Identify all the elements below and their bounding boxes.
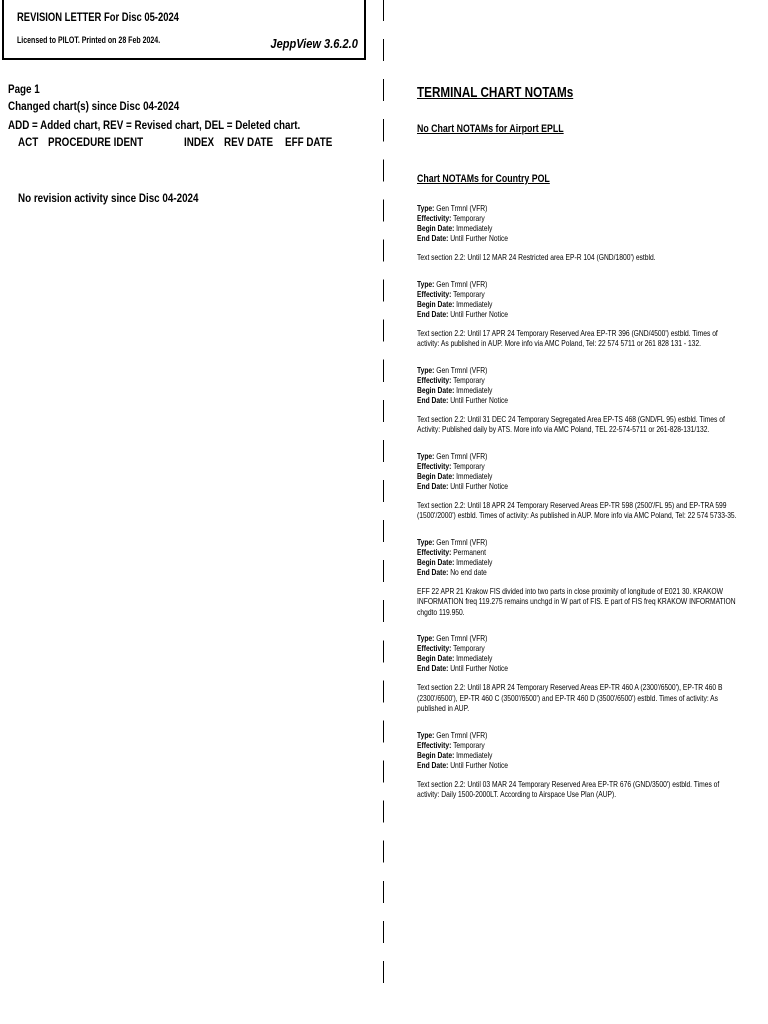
page-number: Page 1 — [8, 82, 40, 96]
notam-begin-value: Immediately — [456, 557, 493, 567]
notam-type-row — [417, 634, 737, 644]
notam-begin-label: Begin Date: — [417, 385, 455, 395]
notam-type-row — [417, 731, 737, 741]
notam-type-value: Gen Trmnl (VFR) — [436, 204, 488, 213]
notam-effectivity-label: Effectivity: — [417, 375, 452, 385]
notam-begin-label: Begin Date: — [417, 654, 455, 663]
notam-end-label: End Date: — [417, 234, 449, 243]
notam-effectivity-value: Temporary — [453, 644, 485, 653]
notam-type-value: Gen Trmnl (VFR) — [436, 634, 488, 643]
notam-text: Text section 2.2: Until 17 APR 24 Temporary Reserved Area EP-TR 396 (GND/4500') estbld. Times of activity: As published in AUP. More info via AMC Poland, Tel: 22 574 5711 or 261 828 131 - 132. — [417, 328, 718, 348]
notam-type-row — [417, 280, 737, 290]
notam-end-row — [417, 761, 737, 771]
notam-effectivity-value: Temporary — [453, 289, 485, 299]
notam-begin-label: Begin Date: — [417, 750, 455, 760]
column-divider — [383, 0, 384, 1000]
notam-end-value: Until Further Notice — [450, 309, 509, 319]
notam-type-row — [417, 452, 737, 462]
notam-end-label: End Date: — [417, 395, 449, 405]
col-index: INDEX — [184, 135, 215, 149]
notam-begin-value: Immediately — [456, 224, 493, 233]
col-rev-date: REV DATE — [224, 135, 274, 149]
notam-effectivity-value: Temporary — [453, 461, 485, 471]
notam-end-value: Until Further Notice — [450, 760, 509, 770]
notam-effectivity-label: Effectivity: — [417, 740, 452, 750]
notam-begin-value: Immediately — [456, 471, 493, 481]
notam-type-label: Type: — [417, 451, 435, 461]
notam-end-label: End Date: — [417, 664, 449, 673]
notam-effectivity-row — [417, 741, 737, 751]
airport-notams-heading: No Chart NOTAMs for Airport EPLL — [417, 123, 564, 135]
country-notams-heading: Chart NOTAMs for Country POL — [417, 173, 550, 185]
notam-text: Text section 2.2: Until 18 APR 24 Temporary Reserved Areas EP-TR 460 A (2300'/6500'), EP-TR 460 B (2300'/6500'), EP-TR 460 C (3500'/6500') and EP-TR 460 D (3500'/6500') estbld. Times of activity: As published in AUP. — [417, 683, 723, 713]
notam-begin-value: Immediately — [456, 385, 493, 395]
notam-effectivity-row — [417, 548, 737, 558]
notam-text: Text section 2.2: Until 31 DEC 24 Temporary Segregated Area EP-TS 468 (GND/FL 95) estbld. Times of Activity: Published daily by ATS. More info via AMC Poland, TEL 22-574-5711 or 261-828-131/132. — [417, 414, 725, 434]
notam-begin-label: Begin Date: — [417, 299, 455, 309]
notam-end-label: End Date: — [417, 309, 449, 319]
notam-begin-label: Begin Date: — [417, 224, 455, 233]
header-title: REVISION LETTER For Disc 05-2024 — [17, 12, 179, 24]
notam-effectivity-label: Effectivity: — [417, 644, 452, 653]
notam-list — [417, 204, 737, 817]
notam-text: EFF 22 APR 21 Krakow FIS divided into two parts in close proximity of longitude of E021 30. KRAKOW INFORMATION freq 119.275 remains unchgd in W part of FIS. E part of FIS freq KRAKOW INFORMATION chgdto 119.950. — [417, 586, 736, 617]
col-eff-date: EFF DATE — [285, 135, 333, 149]
notam-effectivity-row — [417, 376, 737, 386]
notam-begin-row — [417, 224, 737, 234]
notam-end-value: Until Further Notice — [450, 395, 509, 405]
notam-end-row — [417, 664, 737, 674]
changed-charts-heading: Changed chart(s) since Disc 04-2024 — [8, 99, 180, 113]
license-line: Licensed to PILOT. Printed on 28 Feb 2024. — [17, 35, 161, 45]
notam-item — [417, 452, 737, 522]
notam-type-label: Type: — [417, 365, 435, 375]
revision-letter-header — [2, 0, 366, 60]
notam-type-value: Gen Trmnl (VFR) — [436, 279, 488, 289]
notam-effectivity-value: Temporary — [453, 375, 485, 385]
notam-type-label: Type: — [417, 634, 435, 643]
notam-begin-value: Immediately — [456, 750, 493, 760]
notam-end-label: End Date: — [417, 567, 449, 577]
app-version: JeppView 3.6.2.0 — [270, 36, 358, 51]
notam-text: Text section 2.2: Until 18 APR 24 Temporary Reserved Areas EP-TR 598 (2500'/FL 95) and EP-TRA 599 (1500'/2000') estbld. Times of activity: As published in AUP. More info via AMC Poland, Tel: 22 574 5733-35. — [417, 500, 737, 520]
notam-end-value: Until Further Notice — [450, 664, 509, 673]
notam-begin-row — [417, 386, 737, 396]
notam-end-row — [417, 482, 737, 492]
notam-end-value: Until Further Notice — [450, 481, 509, 491]
notam-effectivity-value: Temporary — [453, 740, 485, 750]
notam-begin-row — [417, 751, 737, 761]
notam-text: Text section 2.2: Until 03 MAR 24 Temporary Reserved Area EP-TR 676 (GND/3500') estbld. Times of activity: Daily 1500-2000LT. According to Airspace Use Plan (AUP). — [417, 779, 720, 799]
notam-item — [417, 280, 737, 350]
notam-type-label: Type: — [417, 204, 435, 213]
notam-begin-value: Immediately — [456, 299, 493, 309]
notam-effectivity-row — [417, 462, 737, 472]
notam-end-row — [417, 234, 737, 244]
notam-effectivity-row — [417, 214, 737, 224]
notam-begin-value: Immediately — [456, 654, 493, 663]
notam-end-value: Until Further Notice — [450, 234, 509, 243]
notam-type-row — [417, 538, 737, 548]
notam-item — [417, 731, 737, 801]
notam-type-label: Type: — [417, 730, 435, 740]
col-act: ACT — [18, 135, 39, 149]
notam-effectivity-label: Effectivity: — [417, 289, 452, 299]
notam-effectivity-label: Effectivity: — [417, 461, 452, 471]
notam-begin-row — [417, 654, 737, 664]
action-legend: ADD = Added chart, REV = Revised chart, DEL = Deleted chart. — [8, 118, 301, 132]
no-revision-message: No revision activity since Disc 04-2024 — [18, 191, 199, 205]
notam-type-row — [417, 204, 737, 214]
notam-end-label: End Date: — [417, 481, 449, 491]
notam-begin-label: Begin Date: — [417, 557, 455, 567]
notam-end-row — [417, 568, 737, 578]
notam-effectivity-label: Effectivity: — [417, 214, 452, 223]
notam-effectivity-value: Temporary — [453, 214, 485, 223]
notam-begin-row — [417, 300, 737, 310]
notam-item — [417, 634, 737, 715]
notam-item — [417, 366, 737, 436]
notam-item — [417, 204, 737, 264]
notam-end-row — [417, 310, 737, 320]
notams-title: TERMINAL CHART NOTAMs — [417, 84, 574, 101]
notam-end-row — [417, 396, 737, 406]
notam-begin-row — [417, 472, 737, 482]
notam-type-value: Gen Trmnl (VFR) — [436, 537, 488, 547]
notam-type-label: Type: — [417, 537, 435, 547]
notam-effectivity-row — [417, 644, 737, 654]
notam-type-value: Gen Trmnl (VFR) — [436, 365, 488, 375]
notam-effectivity-label: Effectivity: — [417, 547, 452, 557]
notam-effectivity-value: Permanent — [453, 547, 487, 557]
notam-effectivity-row — [417, 290, 737, 300]
notam-type-value: Gen Trmnl (VFR) — [436, 730, 488, 740]
notam-end-value: No end date — [450, 567, 487, 577]
notam-end-label: End Date: — [417, 760, 449, 770]
notam-text: Text section 2.2: Until 12 MAR 24 Restricted area EP-R 104 (GND/1800') estbld. — [417, 253, 656, 262]
notam-type-label: Type: — [417, 279, 435, 289]
notam-type-value: Gen Trmnl (VFR) — [436, 451, 488, 461]
notam-item — [417, 538, 737, 619]
col-procedure-ident: PROCEDURE IDENT — [48, 135, 144, 149]
notam-begin-row — [417, 558, 737, 568]
notam-begin-label: Begin Date: — [417, 471, 455, 481]
notam-type-row — [417, 366, 737, 376]
